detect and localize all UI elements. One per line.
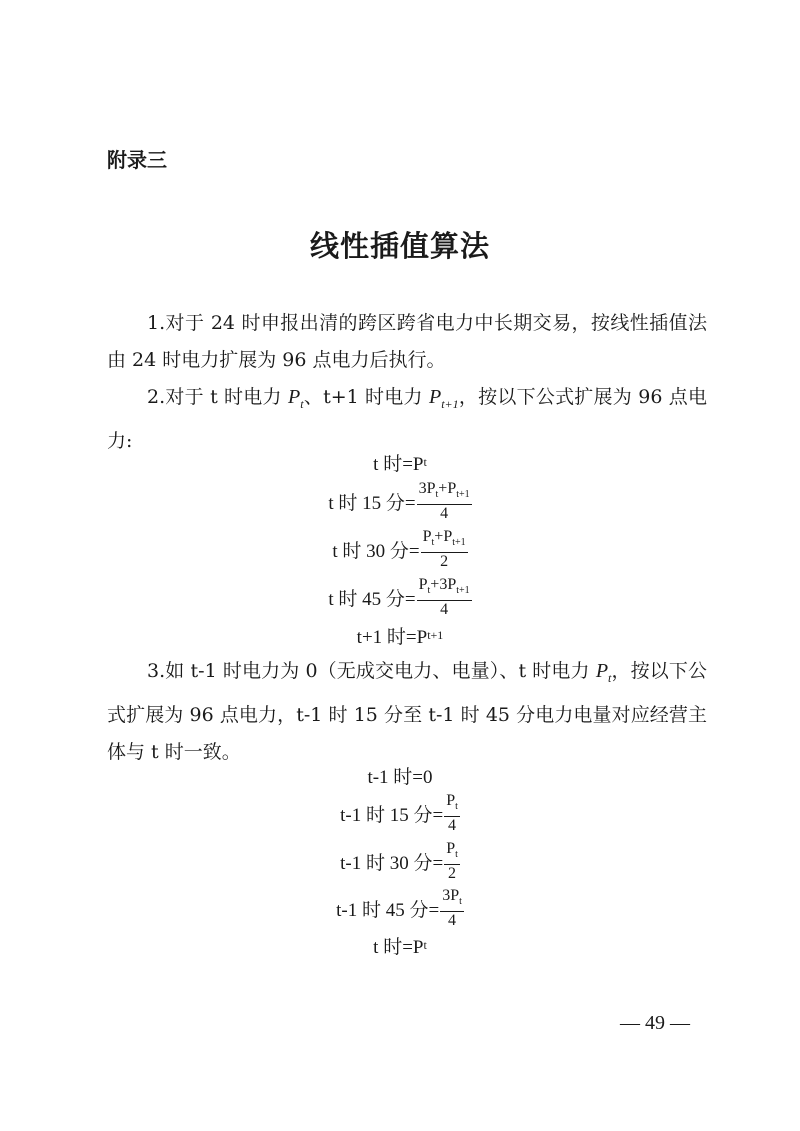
formula-t-minus-1-30 bbox=[0, 840, 800, 886]
num-subscript: t+1 bbox=[456, 585, 470, 597]
fraction bbox=[417, 480, 472, 523]
formula-t-minus-1 bbox=[0, 762, 800, 792]
num-subscript: t bbox=[427, 585, 431, 597]
variable-p-t bbox=[595, 660, 612, 685]
paragraph-3-text-b: ，按以下公式扩展为 96 点电力，t-1 时 15 分至 t-1 时 45 分电力电量对应经营主体与 t 时一致。 bbox=[107, 660, 707, 763]
formula-t-plus-1 bbox=[0, 622, 800, 652]
formula-left: t-1 时 45 分= bbox=[336, 900, 440, 922]
paragraph-3 bbox=[107, 653, 707, 771]
page-title: 线性插值算法 bbox=[309, 229, 490, 263]
formula-left: t+1 时=P bbox=[356, 627, 428, 648]
paragraph-2-text-b: 、t+1 时电力 bbox=[303, 386, 429, 408]
formula-left: t-1 时 15 分= bbox=[340, 805, 444, 827]
paragraph-1 bbox=[107, 305, 707, 379]
num-subscript: t bbox=[431, 537, 435, 549]
paragraph-3-text-a: 3.如 t-1 时电力为 0（无成交电力、电量）、t 时电力 bbox=[147, 660, 596, 682]
formula-t-minus-1-15 bbox=[0, 792, 800, 838]
num-term: 3P bbox=[418, 480, 436, 497]
formula-t-30 bbox=[0, 528, 800, 574]
num-term: P bbox=[418, 576, 428, 593]
fraction-numerator bbox=[444, 792, 460, 817]
num-term: +3P bbox=[430, 576, 457, 593]
num-subscript: t bbox=[435, 489, 439, 501]
variable-p-letter: P bbox=[595, 660, 609, 682]
formula-t-15 bbox=[0, 480, 800, 526]
num-term: P bbox=[446, 840, 456, 857]
formula-subscript: t bbox=[423, 455, 427, 469]
fraction-numerator bbox=[417, 576, 472, 601]
variable-p-letter: P bbox=[428, 386, 442, 408]
num-term: 3P bbox=[442, 887, 460, 904]
fraction-numerator bbox=[421, 528, 468, 553]
formula-t-end bbox=[0, 932, 800, 962]
num-subscript: t+1 bbox=[452, 537, 466, 549]
num-term: P bbox=[446, 792, 456, 809]
formula-subscript: t+1 bbox=[427, 628, 444, 642]
num-subscript: t bbox=[455, 801, 458, 813]
num-subscript: t bbox=[459, 896, 462, 908]
formula-left: t-1 时 30 分= bbox=[340, 853, 444, 875]
formula-t-45 bbox=[0, 576, 800, 622]
fraction-numerator bbox=[440, 887, 464, 912]
fraction-denominator: 4 bbox=[440, 505, 449, 523]
variable-p-t1 bbox=[428, 386, 459, 411]
variable-p-letter: P bbox=[288, 386, 301, 408]
fraction-denominator: 2 bbox=[440, 553, 449, 571]
formula-left: t 时=P bbox=[373, 454, 424, 475]
fraction bbox=[444, 792, 460, 835]
formula-left: t 时 45 分= bbox=[328, 589, 416, 611]
page-number: — 49 — bbox=[620, 1012, 690, 1034]
variable-p-t bbox=[288, 386, 304, 411]
variable-p-subscript: t bbox=[300, 397, 304, 411]
fraction bbox=[417, 576, 472, 619]
formula-left: t 时=P bbox=[373, 937, 424, 958]
formula-left: t 时 30 分= bbox=[332, 541, 420, 563]
formula-text: t-1 时=0 bbox=[367, 767, 433, 788]
paragraph-2 bbox=[107, 379, 707, 460]
formula-t-minus-1-45 bbox=[0, 887, 800, 933]
num-subscript: t bbox=[455, 849, 458, 861]
num-subscript: t+1 bbox=[456, 489, 470, 501]
paragraph-2-text-a: 2.对于 t 时电力 bbox=[147, 386, 289, 408]
paragraph-2-text-c: ，按以下公式扩展为 96 点电力: bbox=[107, 386, 707, 452]
fraction-denominator: 4 bbox=[448, 817, 457, 835]
formula-left: t 时 15 分= bbox=[328, 493, 416, 515]
fraction bbox=[440, 887, 464, 930]
fraction-numerator bbox=[444, 840, 460, 865]
num-term: P bbox=[422, 528, 432, 545]
fraction-numerator bbox=[417, 480, 472, 505]
variable-p-subscript: t bbox=[608, 671, 612, 685]
num-term: +P bbox=[434, 528, 453, 545]
fraction bbox=[444, 840, 460, 883]
formula-t bbox=[0, 449, 800, 479]
appendix-label: 附录三 bbox=[107, 148, 167, 172]
num-term: +P bbox=[438, 480, 457, 497]
fraction-denominator: 2 bbox=[448, 865, 457, 883]
fraction bbox=[421, 528, 468, 571]
formula-subscript: t bbox=[423, 938, 427, 952]
variable-p-subscript: t+1 bbox=[441, 397, 459, 411]
fraction-denominator: 4 bbox=[448, 912, 457, 930]
paragraph-1-text: 1.对于 24 时申报出清的跨区跨省电力中长期交易，按线性插值法由 24 时电力扩展为 96 点电力后执行。 bbox=[107, 312, 707, 371]
fraction-denominator: 4 bbox=[440, 601, 449, 619]
